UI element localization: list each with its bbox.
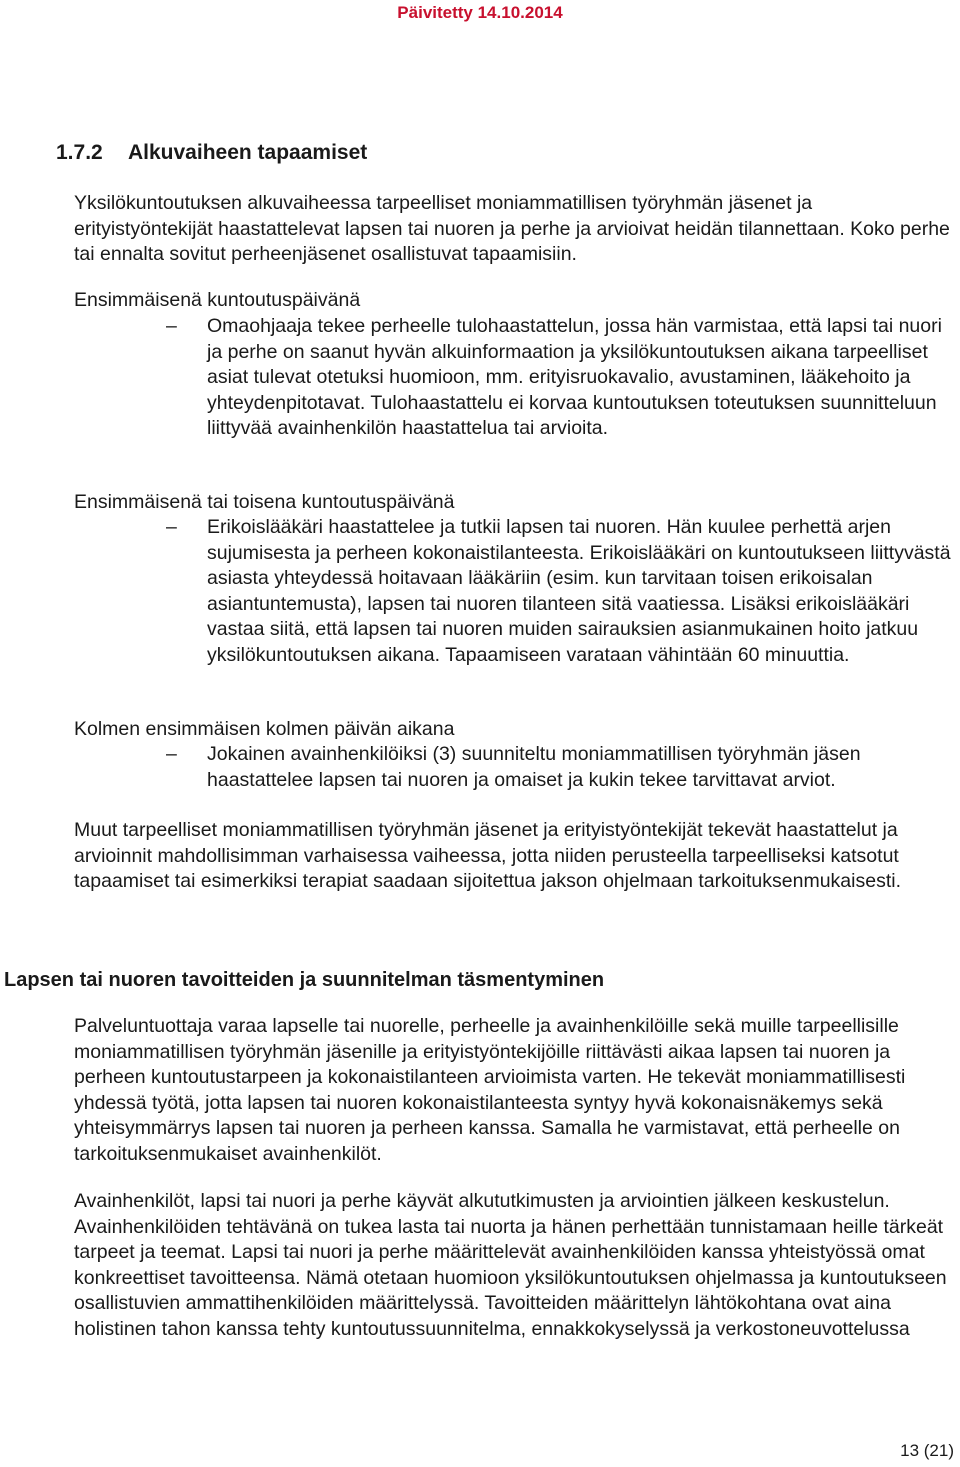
- intro-paragraph: Yksilökuntoutuksen alkuvaiheessa tarpeelliset moniammatillisen työryhmän jäsenet ja erityistyöntekijät haastattelevat lapsen tai nuoren ja perhe ja arvioivat heidän tilannettaan. Koko perhe tai ennalta sovitut perheenjäsenet osallistuvat tapaamisiin.: [74, 192, 950, 265]
- block-item-1: Omaohjaaja tekee perheelle tulohaastattelun, jossa hän varmistaa, että lapsi tai nuori ja perhe on saanut hyvän alkuinformaation ja yksilökuntoutuksen aikana tarpeelliset asiat tulevat otetuksi huomioon, mm. erityisruokavalio, avustaminen, lääkehoito ja yhteydenpitotavat. Tulohaastattelu ei korvaa kuntoutuksen toteutuksen suunnitteluun liittyvää avainhenkilön haastattelua tai arvioita.: [207, 315, 942, 439]
- section2-paragraph-1: Palveluntuottaja varaa lapselle tai nuorelle, perheelle ja avainhenkilöille sekä muille tarpeellisille moniammatillisen työryhmän jäsenille ja erityistyöntekijöille riittävästi aikaa lapsen tai nuoren ja perheen kuntoutustarpeen ja kokonaistilanteen arvioimista varten. He tekevät moniammatillisesti yhdessä työtä, jotta lapsen tai nuoren kokonaistilanteesta syntyy hyvä kokonaisnäkemys sekä yhteisymmärrys lapsen tai nuoren ja perheen kanssa. Samalla he varmistavat, että perheelle on tarkoituksenmukaiset avainhenkilöt.: [74, 1015, 906, 1165]
- block-label-2: Ensimmäisenä tai toisena kuntoutuspäivänä: [74, 491, 455, 513]
- section-number: 1.7.2: [56, 141, 103, 164]
- updated-date: Päivitetty 14.10.2014: [397, 3, 563, 22]
- block-item-3: Jokainen avainhenkilöiksi (3) suunniteltu moniammatillisen työryhmän jäsen haastattelee lapsen tai nuoren ja omaiset ja kukin tekee tarvittavat arviot.: [207, 743, 861, 791]
- section-title: Alkuvaiheen tapaamiset: [128, 141, 368, 164]
- block-item-2: Erikoislääkäri haastattelee ja tutkii lapsen tai nuoren. Hän kuulee perhettä arjen sujumisesta ja perheen kokonaistilanteesta. Erikoislääkäri on kuntoutukseen liittyvästä asiasta yhteydessä hoitavaan lääkäriin (esim. kun tarvitaan toisen erikoisalan asiantuntemusta), lapsen tai nuoren tilanteen sitä vaatiessa. Lisäksi erikoislääkäri vastaa siitä, että lapsen tai nuoren muiden sairauksien asianmukainen hoito jatkuu yksilökuntoutuksen aikana. Tapaamiseen varataan vähintään 60 minuuttia.: [207, 516, 951, 666]
- closing-paragraph: Muut tarpeelliset moniammatillisen työryhmän jäsenet ja erityistyöntekijät tekevät haastattelut ja arvioinnit mahdollisimman varhaisessa vaiheessa, jotta niiden perusteella tarpeelliseksi katsotut tapaamiset tai esimerkiksi terapiat saadaan sijoitettua jakson ohjelmaan tarkoituksenmukaisesti.: [74, 819, 901, 892]
- dash-bullet: –: [166, 516, 177, 538]
- section2-paragraph-2: Avainhenkilöt, lapsi tai nuori ja perhe käyvät alkututkimusten ja arviointien jälkeen keskustelun. Avainhenkilöiden tehtävänä on tukea lasta tai nuorta ja hänen perhettään tunnistamaan heille tärkeät tarpeet ja teemat. Lapsi tai nuori ja perhe määrittelevät avainhenkilöiden kanssa yhteistyössä omat konkreettiset tavoitteensa. Nämä otetaan huomioon yksilökuntoutuksen ohjelmassa ja kuntoutukseen osallistuvien ammattihenkilöiden määrittelyssä. Tavoitteiden määrittelyn lähtökohtana ovat aina holistinen tahon kanssa tehty kuntoutussuunnitelma, ennakkokyselyssä ja verkostoneuvottelussa: [74, 1190, 947, 1340]
- dash-bullet: –: [166, 315, 177, 337]
- page-number: 13 (21): [900, 1441, 954, 1460]
- section2-title: Lapsen tai nuoren tavoitteiden ja suunnitelman täsmentyminen: [4, 969, 605, 991]
- block-label-3: Kolmen ensimmäisen kolmen päivän aikana: [74, 718, 455, 740]
- dash-bullet: –: [166, 743, 177, 765]
- section-heading: [56, 140, 367, 166]
- block-label-1: Ensimmäisenä kuntoutuspäivänä: [74, 289, 361, 311]
